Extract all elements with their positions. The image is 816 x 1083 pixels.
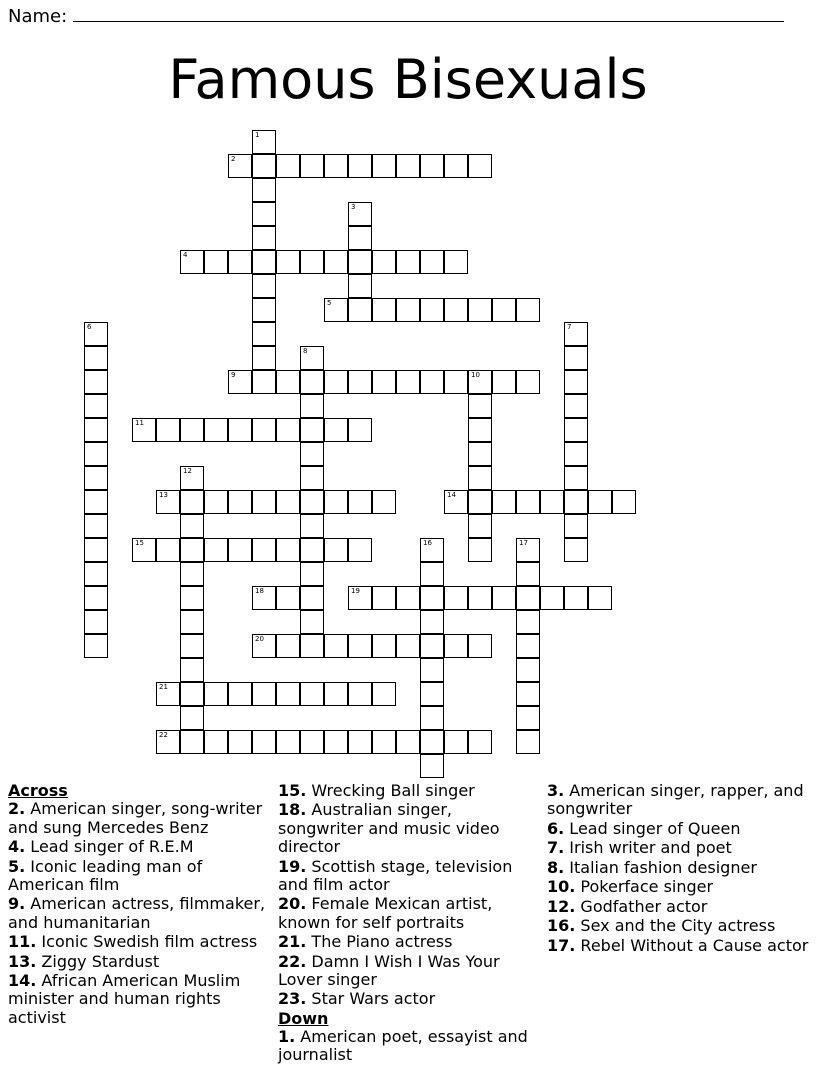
grid-cell[interactable]: [372, 634, 396, 658]
clue-item: [278, 782, 540, 800]
grid-cell[interactable]: [300, 418, 324, 442]
grid-cell[interactable]: [156, 490, 180, 514]
grid-cell[interactable]: [348, 682, 372, 706]
grid-cell[interactable]: [228, 490, 252, 514]
grid-cell[interactable]: [564, 442, 588, 466]
grid-cell[interactable]: [132, 538, 156, 562]
grid-cell[interactable]: [204, 490, 228, 514]
clue-text: Scottish stage, television and film actor: [278, 856, 513, 894]
clue-item: [547, 917, 809, 935]
grid-cell[interactable]: [516, 682, 540, 706]
clue-number: 15.: [278, 781, 307, 800]
grid-cell[interactable]: [516, 538, 540, 562]
clue-item: [8, 800, 270, 837]
grid-cell[interactable]: [420, 154, 444, 178]
clue-column-1: [8, 779, 270, 1028]
clue-item: [8, 933, 270, 951]
clue-number: 2.: [8, 799, 26, 819]
clue-text: Pokerface singer: [575, 877, 714, 897]
grid-cell[interactable]: [468, 298, 492, 322]
grid-cell[interactable]: [324, 418, 348, 442]
grid-cell[interactable]: [444, 370, 468, 394]
cell-number: 6: [87, 323, 92, 331]
clue-text: Iconic Swedish film actress: [36, 932, 258, 952]
clue-item: [8, 895, 270, 932]
grid-cell[interactable]: [84, 538, 108, 562]
clue-number: 13.: [8, 951, 37, 971]
grid-cell[interactable]: [180, 730, 204, 754]
grid-cell[interactable]: [468, 490, 492, 514]
grid-cell[interactable]: [612, 490, 636, 514]
grid-cell[interactable]: [300, 370, 324, 394]
grid-cell[interactable]: [180, 514, 204, 538]
grid-cell[interactable]: [420, 682, 444, 706]
clue-item: [8, 972, 270, 1027]
cell-number: 2: [231, 155, 236, 163]
grid-cell[interactable]: [84, 346, 108, 370]
grid-cell[interactable]: [516, 490, 540, 514]
grid-cell[interactable]: [348, 490, 372, 514]
grid-cell[interactable]: [324, 634, 348, 658]
grid-cell[interactable]: [420, 730, 444, 754]
grid-cell[interactable]: [276, 490, 300, 514]
grid-cell[interactable]: [348, 538, 372, 562]
grid-cell[interactable]: [276, 370, 300, 394]
grid-cell[interactable]: [564, 394, 588, 418]
grid-cell[interactable]: [372, 298, 396, 322]
name-label: Name:: [8, 6, 68, 27]
grid-cell[interactable]: [396, 298, 420, 322]
grid-cell[interactable]: [516, 370, 540, 394]
clue-number: 19.: [278, 856, 307, 876]
clue-column-2: [278, 779, 540, 1066]
cell-number: 18: [255, 587, 264, 595]
grid-cell[interactable]: [84, 418, 108, 442]
grid-cell[interactable]: [180, 682, 204, 706]
grid-cell[interactable]: [180, 538, 204, 562]
grid-cell[interactable]: [300, 250, 324, 274]
grid-cell[interactable]: [300, 682, 324, 706]
grid-cell[interactable]: [468, 466, 492, 490]
grid-cell[interactable]: [420, 658, 444, 682]
clue-number: 21.: [278, 932, 307, 952]
cell-number: 5: [327, 299, 332, 307]
grid-cell[interactable]: [276, 250, 300, 274]
clue-text: Italian fashion designer: [564, 857, 757, 877]
grid-cell[interactable]: [252, 634, 276, 658]
clue-text: Star Wars actor: [306, 989, 436, 1009]
clue-column-3: [547, 779, 809, 956]
grid-cell[interactable]: [156, 418, 180, 442]
clue-item: [278, 990, 540, 1008]
grid-cell[interactable]: [180, 418, 204, 442]
grid-cell[interactable]: [300, 154, 324, 178]
clue-item: [278, 933, 540, 951]
grid-cell[interactable]: [84, 586, 108, 610]
grid-cell[interactable]: [468, 586, 492, 610]
grid-cell[interactable]: [252, 250, 276, 274]
cell-number: 12: [183, 467, 192, 475]
cell-number: 16: [423, 539, 432, 547]
grid-cell[interactable]: [300, 562, 324, 586]
clue-item: [8, 953, 270, 971]
clue-number: 14.: [8, 971, 37, 991]
clue-number: 3.: [547, 781, 565, 800]
grid-cell[interactable]: [444, 250, 468, 274]
grid-cell[interactable]: [324, 538, 348, 562]
clue-text: Rebel Without a Cause actor: [575, 935, 809, 955]
clue-item: [278, 895, 540, 932]
grid-cell[interactable]: [564, 538, 588, 562]
grid-cell[interactable]: [300, 538, 324, 562]
grid-cell[interactable]: [348, 202, 372, 226]
grid-cell[interactable]: [252, 274, 276, 298]
grid-cell[interactable]: [252, 154, 276, 178]
clue-text: Godfather actor: [575, 896, 708, 916]
grid-cell[interactable]: [324, 370, 348, 394]
grid-cell[interactable]: [84, 610, 108, 634]
grid-cell[interactable]: [324, 682, 348, 706]
clue-number: 16.: [547, 916, 576, 936]
grid-cell[interactable]: [252, 226, 276, 250]
grid-cell[interactable]: [276, 154, 300, 178]
grid-cell[interactable]: [540, 586, 564, 610]
clue-item: [547, 839, 809, 857]
clue-text: African American Muslim minister and human rights activist: [8, 971, 241, 1027]
grid-cell[interactable]: [372, 250, 396, 274]
grid-cell[interactable]: [396, 634, 420, 658]
grid-cell[interactable]: [348, 730, 372, 754]
grid-cell[interactable]: [204, 250, 228, 274]
grid-cell[interactable]: [276, 682, 300, 706]
grid-cell[interactable]: [420, 538, 444, 562]
grid-cell[interactable]: [516, 706, 540, 730]
grid-cell[interactable]: [252, 178, 276, 202]
grid-cell[interactable]: [372, 154, 396, 178]
clue-item: [547, 782, 809, 819]
grid-cell[interactable]: [516, 562, 540, 586]
grid-cell[interactable]: [276, 730, 300, 754]
grid-cell[interactable]: [252, 322, 276, 346]
cell-number: 9: [231, 371, 236, 379]
grid-cell[interactable]: [300, 394, 324, 418]
grid-cell[interactable]: [156, 682, 180, 706]
clue-number: 20.: [278, 894, 307, 914]
grid-cell[interactable]: [204, 730, 228, 754]
clue-number: 8.: [547, 857, 565, 877]
clue-number: 17.: [547, 935, 576, 955]
grid-cell[interactable]: [564, 370, 588, 394]
grid-cell[interactable]: [324, 154, 348, 178]
clue-item: [278, 953, 540, 990]
grid-cell[interactable]: [420, 298, 444, 322]
grid-cell[interactable]: [84, 562, 108, 586]
cell-number: 13: [159, 491, 168, 499]
grid-cell[interactable]: [372, 490, 396, 514]
grid-cell[interactable]: [228, 370, 252, 394]
grid-cell[interactable]: [468, 154, 492, 178]
clue-number: 7.: [547, 838, 565, 858]
grid-cell[interactable]: [228, 154, 252, 178]
grid-cell[interactable]: [156, 730, 180, 754]
clue-item: [8, 838, 270, 856]
grid-cell[interactable]: [396, 586, 420, 610]
grid-cell[interactable]: [564, 466, 588, 490]
page-title: Famous Bisexuals: [168, 48, 648, 111]
grid-cell[interactable]: [252, 538, 276, 562]
grid-cell[interactable]: [180, 634, 204, 658]
grid-cell[interactable]: [348, 154, 372, 178]
clue-number: 6.: [547, 818, 565, 838]
grid-cell[interactable]: [84, 370, 108, 394]
cell-number: 22: [159, 731, 168, 739]
grid-cell[interactable]: [348, 250, 372, 274]
grid-cell[interactable]: [300, 514, 324, 538]
grid-cell[interactable]: [372, 586, 396, 610]
cell-number: 14: [447, 491, 456, 499]
grid-cell[interactable]: [420, 370, 444, 394]
cell-number: 20: [255, 635, 264, 643]
clue-text: Damn I Wish I Was Your Lover singer: [278, 951, 500, 989]
grid-cell[interactable]: [564, 346, 588, 370]
grid-cell[interactable]: [468, 418, 492, 442]
grid-cell[interactable]: [444, 154, 468, 178]
grid-cell[interactable]: [204, 418, 228, 442]
clue-number: 18.: [278, 800, 307, 820]
grid-cell[interactable]: [276, 586, 300, 610]
grid-cell[interactable]: [420, 562, 444, 586]
clue-item: [547, 898, 809, 916]
clue-number: 4.: [8, 837, 26, 857]
grid-cell[interactable]: [252, 730, 276, 754]
grid-cell[interactable]: [252, 418, 276, 442]
grid-cell[interactable]: [396, 154, 420, 178]
grid-cell[interactable]: [252, 490, 276, 514]
grid-cell[interactable]: [564, 586, 588, 610]
clue-text: Wrecking Ball singer: [306, 781, 475, 800]
grid-cell[interactable]: [348, 586, 372, 610]
grid-cell[interactable]: [276, 418, 300, 442]
clue-item: [547, 820, 809, 838]
cell-number: 17: [519, 539, 528, 547]
clue-number: 23.: [278, 989, 307, 1009]
clue-text: Sex and the City actress: [575, 916, 776, 936]
grid-cell[interactable]: [468, 514, 492, 538]
down-header: Down: [278, 1008, 329, 1028]
grid-cell[interactable]: [444, 490, 468, 514]
clue-text: American actress, filmmaker, and humanitarian: [8, 894, 266, 932]
grid-cell[interactable]: [84, 466, 108, 490]
grid-cell[interactable]: [228, 682, 252, 706]
clue-item: [278, 858, 540, 895]
grid-cell[interactable]: [324, 730, 348, 754]
grid-cell[interactable]: [396, 370, 420, 394]
clue-text: The Piano actress: [306, 932, 453, 952]
grid-cell[interactable]: [540, 490, 564, 514]
grid-cell[interactable]: [228, 250, 252, 274]
grid-cell[interactable]: [444, 730, 468, 754]
grid-cell[interactable]: [348, 226, 372, 250]
grid-cell[interactable]: [588, 586, 612, 610]
cell-number: 11: [135, 419, 144, 427]
grid-cell[interactable]: [180, 466, 204, 490]
grid-cell[interactable]: [564, 514, 588, 538]
grid-cell[interactable]: [84, 394, 108, 418]
clue-number: 9.: [8, 894, 26, 914]
grid-cell[interactable]: [372, 682, 396, 706]
grid-cell[interactable]: [492, 490, 516, 514]
grid-cell[interactable]: [468, 730, 492, 754]
clue-text: Lead singer of R.E.M: [25, 837, 194, 857]
clue-text: Iconic leading man of American film: [8, 856, 203, 894]
clue-item: [547, 937, 809, 955]
grid-cell[interactable]: [84, 490, 108, 514]
grid-cell[interactable]: [516, 658, 540, 682]
clue-text: Lead singer of Queen: [564, 818, 741, 838]
clue-item: [8, 858, 270, 895]
grid-cell[interactable]: [564, 490, 588, 514]
cell-number: 1: [255, 131, 260, 139]
cell-number: 21: [159, 683, 168, 691]
clue-item: [547, 878, 809, 896]
grid-cell[interactable]: [300, 442, 324, 466]
grid-cell[interactable]: [180, 610, 204, 634]
grid-cell[interactable]: [300, 346, 324, 370]
grid-cell[interactable]: [300, 466, 324, 490]
grid-cell[interactable]: [444, 298, 468, 322]
grid-cell[interactable]: [564, 418, 588, 442]
grid-cell[interactable]: [228, 730, 252, 754]
grid-cell[interactable]: [564, 322, 588, 346]
clue-number: 1.: [278, 1027, 296, 1047]
grid-cell[interactable]: [84, 442, 108, 466]
grid-cell[interactable]: [228, 418, 252, 442]
grid-cell[interactable]: [180, 586, 204, 610]
grid-cell[interactable]: [252, 130, 276, 154]
grid-cell[interactable]: [420, 586, 444, 610]
grid-cell[interactable]: [492, 586, 516, 610]
grid-cell[interactable]: [444, 634, 468, 658]
grid-cell[interactable]: [228, 538, 252, 562]
grid-cell[interactable]: [348, 274, 372, 298]
grid-cell[interactable]: [516, 298, 540, 322]
across-header: Across: [8, 781, 68, 800]
cell-number: 19: [351, 587, 360, 595]
grid-cell[interactable]: [420, 634, 444, 658]
clue-text: Ziggy Stardust: [36, 951, 160, 971]
grid-cell[interactable]: [84, 322, 108, 346]
grid-cell[interactable]: [156, 538, 180, 562]
grid-cell[interactable]: [372, 730, 396, 754]
grid-cell[interactable]: [300, 634, 324, 658]
grid-cell[interactable]: [180, 658, 204, 682]
grid-cell[interactable]: [324, 298, 348, 322]
grid-cell[interactable]: [492, 298, 516, 322]
cell-number: 10: [471, 371, 480, 379]
grid-cell[interactable]: [180, 250, 204, 274]
grid-cell[interactable]: [588, 490, 612, 514]
grid-cell[interactable]: [372, 370, 396, 394]
grid-cell[interactable]: [276, 538, 300, 562]
clue-number: 22.: [278, 951, 307, 971]
grid-cell[interactable]: [492, 370, 516, 394]
grid-cell[interactable]: [444, 586, 468, 610]
grid-cell[interactable]: [468, 442, 492, 466]
grid-cell[interactable]: [300, 586, 324, 610]
grid-cell[interactable]: [420, 250, 444, 274]
grid-cell[interactable]: [204, 682, 228, 706]
grid-cell[interactable]: [420, 610, 444, 634]
grid-cell[interactable]: [252, 682, 276, 706]
clue-text: American poet, essayist and journalist: [278, 1027, 528, 1065]
grid-cell[interactable]: [516, 610, 540, 634]
grid-cell[interactable]: [252, 586, 276, 610]
grid-cell[interactable]: [396, 730, 420, 754]
grid-cell[interactable]: [252, 346, 276, 370]
grid-cell[interactable]: [420, 706, 444, 730]
grid-cell[interactable]: [516, 634, 540, 658]
grid-cell[interactable]: [348, 370, 372, 394]
clue-number: 12.: [547, 896, 576, 916]
clue-text: American singer, rapper, and songwriter: [547, 781, 804, 819]
clue-number: 5.: [8, 856, 26, 876]
grid-cell[interactable]: [252, 202, 276, 226]
grid-cell[interactable]: [468, 538, 492, 562]
grid-cell[interactable]: [300, 490, 324, 514]
grid-cell[interactable]: [348, 418, 372, 442]
clue-text: Female Mexican artist, known for self portraits: [278, 894, 493, 932]
clue-number: 11.: [8, 932, 37, 952]
grid-cell[interactable]: [468, 370, 492, 394]
cell-number: 4: [183, 251, 188, 259]
grid-cell[interactable]: [84, 514, 108, 538]
grid-cell[interactable]: [132, 418, 156, 442]
grid-cell[interactable]: [204, 538, 228, 562]
clue-number: 10.: [547, 877, 576, 897]
grid-cell[interactable]: [516, 730, 540, 754]
clue-item: [547, 859, 809, 877]
cell-number: 8: [303, 347, 308, 355]
clue-text: Australian singer, songwriter and music video director: [278, 800, 500, 857]
grid-cell[interactable]: [468, 394, 492, 418]
grid-cell[interactable]: [348, 634, 372, 658]
grid-cell[interactable]: [252, 298, 276, 322]
cell-number: 7: [567, 323, 572, 331]
grid-cell[interactable]: [396, 250, 420, 274]
grid-cell[interactable]: [180, 562, 204, 586]
clue-item: [278, 801, 540, 856]
grid-cell[interactable]: [300, 610, 324, 634]
grid-cell[interactable]: [252, 370, 276, 394]
grid-cell[interactable]: [276, 634, 300, 658]
grid-cell[interactable]: [84, 634, 108, 658]
grid-cell[interactable]: [516, 586, 540, 610]
grid-cell[interactable]: [348, 298, 372, 322]
grid-cell[interactable]: [324, 250, 348, 274]
grid-cell[interactable]: [300, 730, 324, 754]
grid-cell[interactable]: [180, 490, 204, 514]
grid-cell[interactable]: [180, 706, 204, 730]
clue-text: Irish writer and poet: [564, 838, 732, 858]
clue-text: American singer, song-writer and sung Mercedes Benz: [8, 799, 263, 837]
cell-number: 15: [135, 539, 144, 547]
clue-item: [278, 1028, 540, 1065]
grid-cell[interactable]: [420, 754, 444, 778]
grid-cell[interactable]: [324, 490, 348, 514]
grid-cell[interactable]: [468, 634, 492, 658]
cell-number: 3: [351, 203, 356, 211]
